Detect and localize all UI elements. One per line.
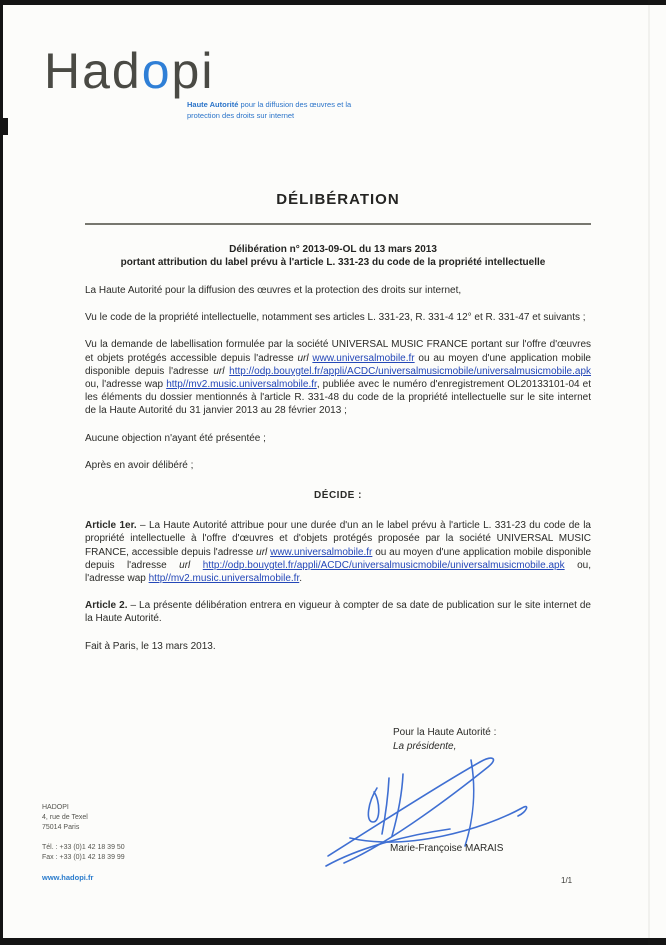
document-title: DÉLIBÉRATION [276,191,400,208]
article-1 [85,519,591,585]
body-text: ou au moyen d'une application mobile disponible depuis l'adresse [85,546,591,571]
italic-text: url [213,365,225,377]
logo-tagline [187,100,357,121]
italic-text: url [256,546,268,558]
article-2 [85,599,591,625]
logo-letters-start: Had [44,43,142,99]
body-text: ou, l'adresse wap [85,559,592,585]
hyperlink[interactable]: http//mv2.music.universalmobile.fr [148,573,300,585]
deliberation-heading [55,243,611,269]
paragraph-visa-code: Vu le code de la propriété intellectuelle, notamment ses articles L. 331-23, R. 331-4 12° et R. 331-47 et suivants ; [85,312,586,324]
signature-role-line: La présidente, [393,740,457,752]
scan-edge-right-shadow [648,0,650,945]
signatory-name: Marie-Françoise MARAIS [390,843,504,854]
hyperlink[interactable]: http//mv2.music.universalmobile.fr [166,379,317,391]
body-text: , publiée avec le numéro d'enregistrement OL20133101-04 et les éléments du dossier mentionnés à l'article R. 331-48 du code de la propriété intellectuelle sur le site internet de la Haute Autorité du 31 janvier 2013 au 28 février 2013 ; [85,379,591,417]
paragraph-objection: Aucune objection n'ayant été présentée ; [85,432,266,444]
title-divider [85,223,591,225]
body-text: Vu la demande de labellisation formulée par la société UNIVERSAL MUSIC FRANCE portant sur l'offre d'œuvres et objets protégés accessible depuis l'adresse [85,339,591,364]
footer-website-link[interactable]: www.hadopi.fr [42,873,94,882]
footer-address-line-1: 4, rue de Texel [42,814,88,821]
hyperlink[interactable]: www.universalmobile.fr [312,352,415,364]
italic-text: url [179,559,191,571]
body-text: ou, l'adresse wap [85,379,167,391]
footer-fax: Fax : +33 (0)1 42 18 39 99 [42,854,125,861]
body-text [190,560,203,571]
paragraph-delibere: Après en avoir délibéré ; [85,459,194,471]
paragraph-intro: La Haute Autorité pour la diffusion des œuvres et la protection des droits sur internet, [85,285,462,296]
body-text: – La Haute Autorité attribue pour une durée d'un an le label prévu à l'article L. 331-23 du code de la propriété intellectuelle à l'offre d'œuvres et d'objets protégés proposée par la société UNIVERSAL MUSIC FRANCE, accessible depuis l'adresse [85,520,591,558]
deliberation-number: Délibération n° 2013-09-OL du 13 mars 2013 [229,244,437,255]
decide-heading: DÉCIDE : [314,490,362,502]
hyperlink[interactable]: www.universalmobile.fr [270,546,373,558]
footer-contact-block [42,803,125,883]
signature-block [393,726,496,753]
article-label: Article 2. [85,600,128,612]
scan-edge-notch [0,118,8,135]
hyperlink[interactable]: http://odp.bouygtel.fr/appli/ACDC/universalmusicmobile/universalmusicmobile.apk [202,559,565,571]
scan-edge-top [0,0,666,5]
body-text: . [299,573,303,585]
logo-tagline-rest: pour la diffusion des œuvres et la protection des droits sur internet [187,100,352,120]
hadopi-logo [44,43,215,99]
body-text: ou au moyen d'une application mobile disponible depuis l'adresse [85,352,591,377]
logo-tagline-bold: Haute Autorité [187,100,239,109]
logo-letters-end: pi [171,43,215,99]
footer-address-line-2: 75014 Paris [42,824,80,831]
footer-phone: Tél. : +33 (0)1 42 18 39 50 [42,844,125,851]
deliberation-subject: portant attribution du label prévu à l'article L. 331-23 du code de la propriété intellectuelle [120,257,546,268]
hyperlink[interactable]: http://odp.bouygtel.fr/appli/ACDC/universalmusicmobile/universalmusicmobile.apk [229,365,592,377]
page-number: 1/1 [561,876,573,885]
scan-edge-bottom [0,938,666,945]
paragraph-visa-demande [85,338,591,417]
logo-letter-o: o [141,43,172,99]
article-label: Article 1er. [85,520,137,532]
italic-text: url [297,352,309,364]
body-text: – La présente délibération entrera en vigueur à compter de sa date de publication sur le site internet de la Haute Autorité. [85,600,591,625]
date-place-line: Fait à Paris, le 13 mars 2013. [85,640,216,652]
document-body [85,284,591,667]
scan-edge-left [0,0,3,945]
footer-org-name: HADOPI [42,804,69,811]
signature-for-line: Pour la Haute Autorité : [393,727,497,738]
logo-wordmark [44,43,214,99]
